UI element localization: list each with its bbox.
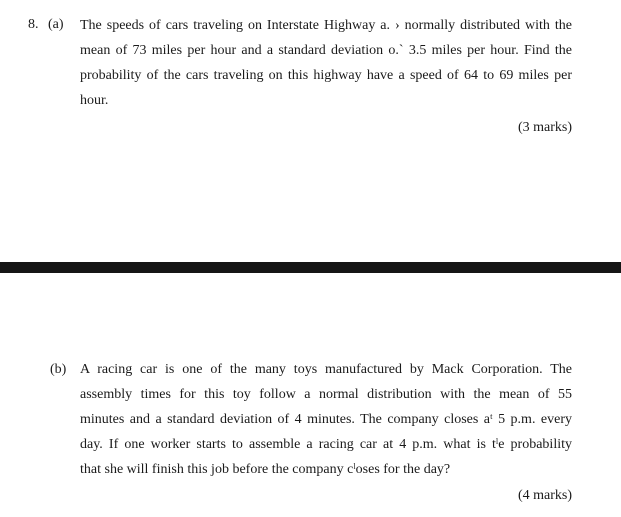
question-number: 8. [28,17,39,32]
part-b-line: that she will finish this job before the company cˡoses for the day? [80,462,451,477]
part-a-label: (a) [48,17,64,32]
part-a-text [80,13,572,113]
part-b-text [80,357,572,482]
part-b-label: (b) [50,362,67,377]
part-a-line: probability of the cars traveling on this highway have a speed of 64 to 69 miles per [80,68,572,83]
part-b-line: day. If one worker starts to assemble a racing car at 4 p.m. what is tˡe probability [80,437,572,452]
part-b-line: minutes and a standard deviation of 4 minutes. The company closes aᵗ 5 p.m. every [80,412,572,427]
part-a-line: hour. [80,93,109,108]
part-a-line: mean of 73 miles per hour and a standard deviation o.` 3.5 miles per hour. Find the [80,43,572,58]
page-divider [0,262,621,273]
part-b-line: assembly times for this toy follow a normal distribution with the mean of 55 [80,387,572,402]
part-b-line: A racing car is one of the many toys manufactured by Mack Corporation. The [80,362,572,377]
part-a-marks: (3 marks) [517,120,572,135]
part-a-line: The speeds of cars traveling on Interstate Highway a. › normally distributed with the [80,18,572,33]
part-b-marks: (4 marks) [517,488,572,503]
